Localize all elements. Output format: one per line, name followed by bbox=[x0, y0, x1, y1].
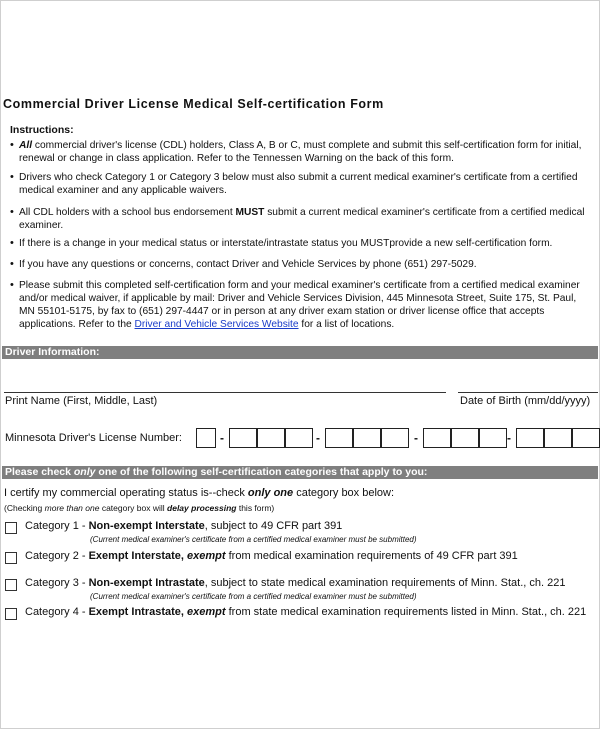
certify-note: (Checking more than one category box will delay processing this form) bbox=[4, 503, 275, 513]
instruction-line: and/or medical waiver, if applicable by mail: Driver and Vehicle Services Division, 445 Minnesota Street, Suite 175, St. Paul, bbox=[19, 293, 577, 304]
license-digit-box[interactable] bbox=[451, 428, 479, 448]
category-checkbox[interactable] bbox=[5, 579, 17, 591]
instruction-line: Please submit this completed self-certification form and your medical examiner's certificate from a certified medical examiner bbox=[19, 280, 580, 291]
license-digit-box[interactable] bbox=[285, 428, 313, 448]
category-section-header bbox=[2, 466, 598, 479]
license-digit-box[interactable] bbox=[353, 428, 381, 448]
bullet-marker: • bbox=[10, 206, 14, 218]
instruction-line: renewal or change in class application. Refer to the Tennessen Warning on the back of this form. bbox=[19, 153, 454, 164]
instruction-line: Drivers who check Category 1 or Category 3 below must also submit a current medical examiner's certificate from a certified bbox=[19, 172, 578, 183]
category-checkbox[interactable] bbox=[5, 608, 17, 620]
instruction-line: MN 55101-5175, by fax to (651) 297-4447 or in person at any driver exam station or driver license office that accepts bbox=[19, 306, 545, 317]
license-digit-box[interactable] bbox=[229, 428, 257, 448]
license-separator: - bbox=[316, 431, 320, 445]
category-label: Category 3 - Non-exempt Intrastate, subject to state medical examination requirements of Minn. Stat., ch. 221 bbox=[25, 577, 566, 589]
bullet-marker: • bbox=[10, 279, 14, 291]
instruction-line: All commercial driver's license (CDL) holders, Class A, B or C, must complete and submit this self-certification form for initial, bbox=[19, 140, 582, 151]
instruction-text bbox=[19, 171, 578, 197]
license-digit-box[interactable] bbox=[516, 428, 544, 448]
instruction-text bbox=[19, 279, 580, 331]
bullet-marker: • bbox=[10, 237, 14, 249]
license-number-label: Minnesota Driver's License Number: bbox=[5, 432, 182, 444]
license-digit-box[interactable] bbox=[479, 428, 507, 448]
form-title: Commercial Driver License Medical Self-certification Form bbox=[3, 97, 384, 111]
category-note: (Current medical examiner's certificate from a certified medical examiner must be submitted) bbox=[90, 592, 417, 601]
license-digit-box[interactable] bbox=[381, 428, 409, 448]
category-note: (Current medical examiner's certificate from a certified medical examiner must be submitted) bbox=[90, 535, 417, 544]
bullet-marker: • bbox=[10, 258, 14, 270]
instruction-line: All CDL holders with a school bus endorsement MUST submit a current medical examiner's certificate from a certified medical bbox=[19, 207, 585, 218]
license-digit-box[interactable] bbox=[196, 428, 216, 448]
instruction-line: applications. Refer to the Driver and Vehicle Services Website for a list of locations. bbox=[19, 319, 395, 330]
category-label: Category 2 - Exempt Interstate, exempt from medical examination requirements of 49 CFR part 391 bbox=[25, 550, 518, 562]
instruction-line: If there is a change in your medical status or interstate/intrastate status you MUSTprovide a new self-certification form. bbox=[19, 238, 553, 249]
instruction-line: medical examiner and any applicable waivers. bbox=[19, 185, 227, 196]
license-digit-box[interactable] bbox=[257, 428, 285, 448]
instruction-text bbox=[19, 139, 581, 165]
certify-statement: I certify my commercial operating status is--check only one category box below: bbox=[4, 487, 395, 499]
instructions-heading: Instructions: bbox=[10, 124, 74, 136]
category-checkbox[interactable] bbox=[5, 522, 17, 534]
category-checkbox[interactable] bbox=[5, 552, 17, 564]
date-of-birth-label: Date of Birth (mm/dd/yyyy) bbox=[460, 395, 591, 407]
instruction-text bbox=[19, 206, 585, 232]
license-digit-box[interactable] bbox=[423, 428, 451, 448]
instruction-line: examiner. bbox=[19, 220, 64, 231]
license-separator: - bbox=[414, 431, 418, 445]
category-label: Category 4 - Exempt Intrastate, exempt from state medical examination requirements listed in Minn. Stat., ch. 221 bbox=[25, 606, 587, 618]
instruction-line: If you have any questions or concerns, contact Driver and Vehicle Services by phone (651) 297-5029. bbox=[19, 259, 477, 270]
license-separator: - bbox=[220, 431, 224, 445]
license-digit-box[interactable] bbox=[544, 428, 572, 448]
license-digit-box[interactable] bbox=[325, 428, 353, 448]
category-label: Category 1 - Non-exempt Interstate, subject to 49 CFR part 391 bbox=[25, 520, 343, 532]
license-digit-box[interactable] bbox=[572, 428, 600, 448]
instruction-text bbox=[19, 258, 477, 271]
driver-information-header: Driver Information: bbox=[2, 346, 598, 359]
print-name-line[interactable] bbox=[4, 392, 446, 393]
bullet-marker: • bbox=[10, 139, 14, 151]
date-of-birth-line[interactable] bbox=[458, 392, 598, 393]
print-name-label: Print Name (First, Middle, Last) bbox=[5, 395, 158, 407]
license-separator: - bbox=[507, 431, 511, 445]
bullet-marker: • bbox=[10, 171, 14, 183]
instruction-text bbox=[19, 237, 552, 250]
category-section-header-text: Please check only one of the following self-certification categories that apply to you: bbox=[5, 466, 428, 478]
